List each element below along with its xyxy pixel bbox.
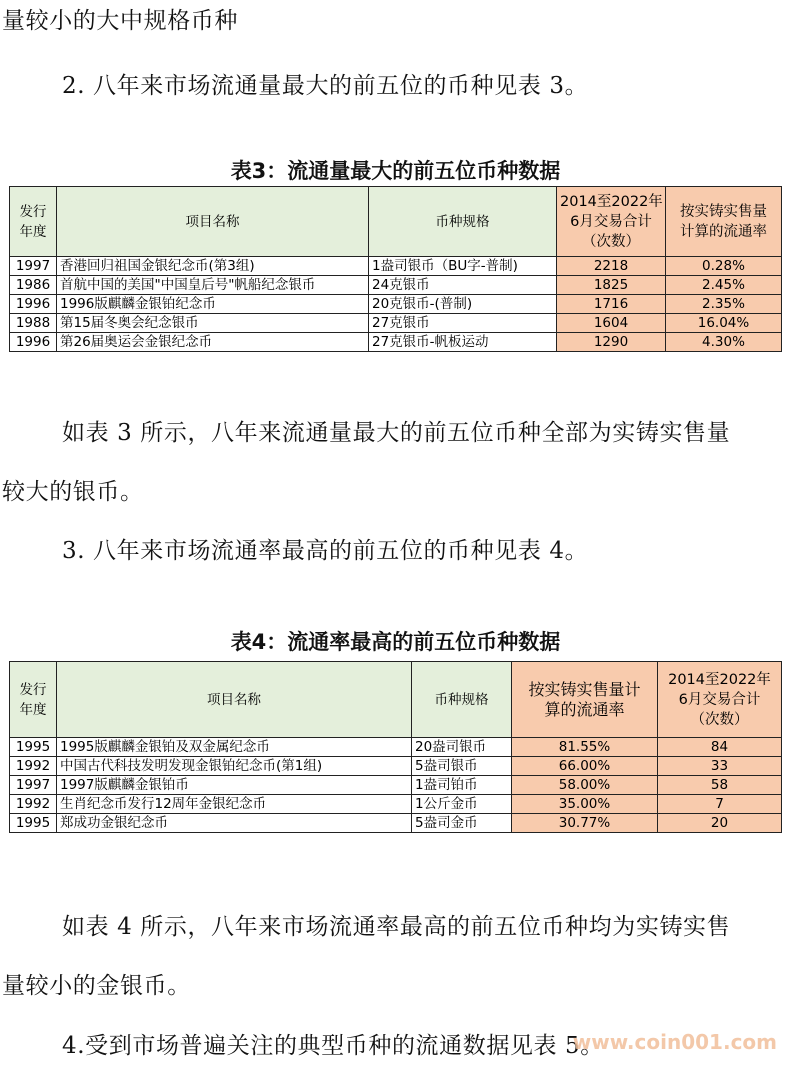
cell-name: 第26届奥运会金银纪念币 xyxy=(57,333,369,352)
table4 xyxy=(9,661,782,833)
cell-spec: 1盎司铂币 xyxy=(412,776,512,795)
cell-spec: 1盎司银币（BU字-普制) xyxy=(369,257,557,276)
cell-name: 中国古代科技发明发现金银铂纪念币(第1组) xyxy=(57,757,412,776)
cell-year: 1992 xyxy=(10,795,57,814)
cell-spec: 20克银币-(普制) xyxy=(369,295,557,314)
cell-rate: 16.04% xyxy=(666,314,782,333)
paragraph-table4-note-line1: 如表 4 所示，八年来市场流通率最高的前五位币种均为实铸实售 xyxy=(62,914,731,940)
cell-spec: 27克银币 xyxy=(369,314,557,333)
cell-rate: 4.30% xyxy=(666,333,782,352)
cell-year: 1988 xyxy=(10,314,57,333)
paragraph-item-4: 4.受到市场普遍关注的典型币种的流通数据见表 5。 xyxy=(62,1033,604,1059)
watermark: www.coin001.com xyxy=(572,1030,777,1054)
table-row xyxy=(10,776,782,795)
cell-count: 20 xyxy=(658,814,782,833)
cell-name: 1996版麒麟金银铂纪念币 xyxy=(57,295,369,314)
table3-title: 表3：流通量最大的前五位币种数据 xyxy=(230,159,561,183)
header-count: 2014至2022年 6月交易合计 （次数） xyxy=(658,662,782,738)
cell-rate: 81.55% xyxy=(512,738,658,757)
cell-name: 第15届冬奥会纪念银币 xyxy=(57,314,369,333)
cell-year: 1996 xyxy=(10,295,57,314)
cell-year: 1986 xyxy=(10,276,57,295)
table3 xyxy=(9,186,782,352)
cell-rate: 58.00% xyxy=(512,776,658,795)
header-count: 2014至2022年 6月交易合计 （次数） xyxy=(557,187,666,257)
paragraph-continuation: 量较小的大中规格币种 xyxy=(2,8,238,34)
cell-count: 1716 xyxy=(557,295,666,314)
cell-name: 生肖纪念币发行12周年金银纪念币 xyxy=(57,795,412,814)
cell-rate: 66.00% xyxy=(512,757,658,776)
table-row xyxy=(10,257,782,276)
header-year: 发行 年度 xyxy=(10,662,57,738)
cell-year: 1995 xyxy=(10,814,57,833)
header-rate: 按实铸实售量 计算的流通率 xyxy=(666,187,782,257)
table-row xyxy=(10,738,782,757)
cell-rate: 30.77% xyxy=(512,814,658,833)
paragraph-table4-note-line2: 量较小的金银币。 xyxy=(2,973,191,999)
table4-header-row xyxy=(10,662,782,738)
cell-name: 首航中国的美国"中国皇后号"帆船纪念银币 xyxy=(57,276,369,295)
header-year: 发行 年度 xyxy=(10,187,57,257)
cell-name: 1997版麒麟金银铂币 xyxy=(57,776,412,795)
cell-spec: 27克银币-帆板运动 xyxy=(369,333,557,352)
paragraph-table3-note-line2: 较大的银币。 xyxy=(2,479,144,505)
header-spec: 币种规格 xyxy=(412,662,512,738)
table-row xyxy=(10,795,782,814)
table-row xyxy=(10,814,782,833)
cell-rate: 2.45% xyxy=(666,276,782,295)
cell-count: 2218 xyxy=(557,257,666,276)
header-rate: 按实铸实售量计 算的流通率 xyxy=(512,662,658,738)
cell-count: 1604 xyxy=(557,314,666,333)
cell-year: 1995 xyxy=(10,738,57,757)
cell-name: 1995版麒麟金银铂及双金属纪念币 xyxy=(57,738,412,757)
cell-spec: 5盎司金币 xyxy=(412,814,512,833)
cell-rate: 2.35% xyxy=(666,295,782,314)
table-row xyxy=(10,276,782,295)
cell-count: 1825 xyxy=(557,276,666,295)
cell-count: 1290 xyxy=(557,333,666,352)
cell-spec: 1公斤金币 xyxy=(412,795,512,814)
table-row xyxy=(10,295,782,314)
cell-count: 33 xyxy=(658,757,782,776)
cell-year: 1996 xyxy=(10,333,57,352)
cell-spec: 24克银币 xyxy=(369,276,557,295)
cell-rate: 35.00% xyxy=(512,795,658,814)
paragraph-table3-note-line1: 如表 3 所示，八年来流通量最大的前五位币种全部为实铸实售量 xyxy=(62,420,731,446)
table4-title: 表4：流通率最高的前五位币种数据 xyxy=(230,630,561,654)
cell-count: 84 xyxy=(658,738,782,757)
table3-header-row xyxy=(10,187,782,257)
header-name: 项目名称 xyxy=(57,662,412,738)
cell-year: 1992 xyxy=(10,757,57,776)
cell-year: 1997 xyxy=(10,776,57,795)
table-row xyxy=(10,333,782,352)
cell-count: 58 xyxy=(658,776,782,795)
header-spec: 币种规格 xyxy=(369,187,557,257)
paragraph-item-2: 2. 八年来市场流通量最大的前五位的币种见表 3。 xyxy=(62,73,589,99)
cell-name: 郑成功金银纪念币 xyxy=(57,814,412,833)
header-name: 项目名称 xyxy=(57,187,369,257)
cell-spec: 20盎司银币 xyxy=(412,738,512,757)
cell-rate: 0.28% xyxy=(666,257,782,276)
paragraph-item-3: 3. 八年来市场流通率最高的前五位的币种见表 4。 xyxy=(62,538,589,564)
cell-count: 7 xyxy=(658,795,782,814)
cell-spec: 5盎司银币 xyxy=(412,757,512,776)
cell-year: 1997 xyxy=(10,257,57,276)
table-row xyxy=(10,314,782,333)
table-row xyxy=(10,757,782,776)
cell-name: 香港回归祖国金银纪念币(第3组) xyxy=(57,257,369,276)
